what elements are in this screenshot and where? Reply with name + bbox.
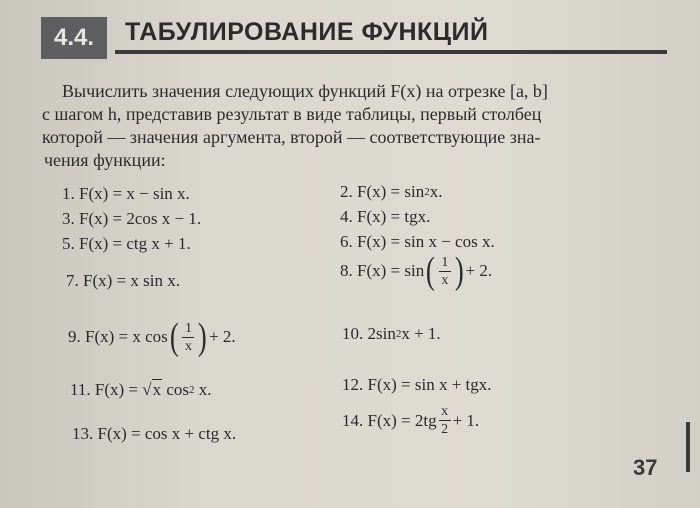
function-11-suffix: x. (198, 379, 212, 399)
function-9-prefix: 9. F(x) = x cos (68, 327, 168, 346)
function-10-sup: 2 (395, 328, 402, 340)
function-8 (340, 252, 492, 290)
function-8-fraction-bar (439, 271, 451, 272)
function-10 (342, 324, 441, 344)
page-edge-bar (686, 422, 690, 472)
function-7 (66, 271, 180, 291)
function-8-fraction (439, 255, 451, 288)
function-8-prefix: 8. F(x) = sin (340, 261, 425, 280)
function-9-numerator: 1 (184, 320, 192, 336)
function-14 (342, 404, 479, 437)
function-14-suffix: + 1. (452, 410, 480, 430)
function-9-close-paren: ) (198, 316, 208, 358)
function-5-text: 5. F(x) = ctg x + 1. (62, 234, 191, 253)
function-8-open-paren: ( (426, 250, 435, 292)
function-13 (72, 424, 236, 444)
page-number: 37 (633, 455, 658, 480)
function-9-open-paren: ( (169, 316, 179, 358)
function-7-text: 7. F(x) = x sin x. (66, 271, 180, 290)
intro-line-2: с шагом h, представив результат в виде таблицы, первый столбец (42, 104, 542, 124)
function-11-sup: 2 (189, 383, 195, 396)
section-title: ТАБУЛИРОВАНИЕ ФУНКЦИЙ (125, 18, 489, 46)
function-11-sqrt: x (152, 380, 162, 399)
function-10-prefix: 10. 2sin (342, 324, 396, 343)
function-14-numerator: x (441, 404, 449, 419)
function-9-denominator: x (184, 338, 192, 354)
section-number-badge: 4.4. (41, 17, 107, 59)
function-11-mid: cos (166, 379, 189, 399)
function-2 (340, 182, 442, 202)
function-6-text: 6. F(x) = sin x − cos x. (340, 232, 495, 251)
function-8-close-paren: ) (454, 250, 464, 292)
function-9-suffix: + 2. (209, 327, 236, 346)
intro-paragraph (42, 80, 668, 172)
function-11-prefix: 11. F(x) = (70, 379, 138, 399)
function-3-text: 3. F(x) = 2cos x − 1. (62, 209, 202, 228)
function-6 (340, 232, 495, 252)
function-9-fraction-bar (182, 337, 194, 338)
function-13-text: 13. F(x) = cos x + ctg x. (72, 424, 237, 443)
function-8-numerator: 1 (441, 254, 449, 270)
function-14-prefix: 14. F(x) = 2tg (342, 410, 437, 430)
function-2-prefix: 2. F(x) = sin (340, 182, 425, 201)
function-9 (68, 318, 236, 356)
function-1 (62, 184, 190, 204)
function-2-suffix: x. (429, 182, 443, 201)
intro-line-4: чения функции: (44, 150, 166, 170)
function-14-fraction (439, 404, 451, 437)
function-12-text: 12. F(x) = sin x + tgx. (342, 375, 492, 394)
function-2-sup: 2 (424, 186, 430, 198)
function-5 (62, 234, 191, 254)
function-11: 11. F(x) = √ x cos 2 x. (70, 379, 212, 399)
function-4 (340, 207, 430, 227)
function-14-fraction-bar (439, 420, 451, 421)
function-14-denominator: 2 (441, 422, 449, 437)
function-8-suffix: + 2. (465, 261, 493, 280)
function-3 (62, 209, 201, 229)
function-9-fraction (182, 321, 194, 354)
function-10-suffix: x + 1. (401, 324, 441, 343)
function-8-denominator: x (441, 272, 449, 288)
function-1-text: 1. F(x) = x − sin x. (62, 184, 190, 203)
function-12 (342, 375, 492, 395)
header-rule (115, 50, 667, 54)
intro-line-3: которой — значения аргумента, второй — соответствующие зна- (42, 127, 541, 147)
function-4-text: 4. F(x) = tgx. (340, 207, 431, 226)
intro-line-1: Вычислить значения следующих функций F(x) на отрезке [a, b] (62, 81, 548, 101)
